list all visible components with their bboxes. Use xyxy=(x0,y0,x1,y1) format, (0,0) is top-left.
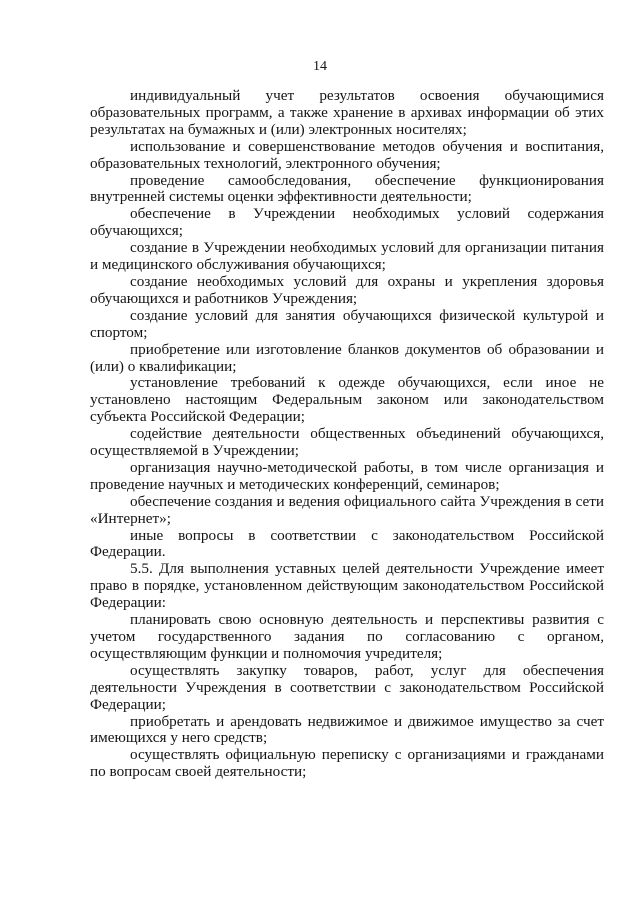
section-paragraph-5-5: 5.5. Для выполнения уставных целей деятельности Учреждение имеет право в порядке, установленном действующим законодательством Российской Федерации: xyxy=(90,560,604,612)
paragraph: обеспечение создания и ведения официального сайта Учреждения в сети «Интернет»; xyxy=(90,492,604,527)
document-body xyxy=(90,88,604,781)
paragraph: индивидуальный учет результатов освоения обучающимися образовательных программ, а также хранение в архивах информации об этих результатах на бумажных и (или) электронных носителях; xyxy=(90,87,604,138)
paragraph: создание в Учреждении необходимых условий для организации питания и медицинского обслуживания обучающихся; xyxy=(90,239,604,274)
page-number: 14 xyxy=(313,59,327,74)
paragraph: планировать свою основную деятельность и перспективы развития с учетом государственного задания по согласованию с органом, осуществляющим функции и полномочия учредителя; xyxy=(90,611,604,662)
paragraph: приобретать и арендовать недвижимое и движимое имущество за счет имеющихся у него средств; xyxy=(90,712,604,747)
paragraph: создание условий для занятия обучающихся физической культурой и спортом; xyxy=(90,306,604,341)
paragraph: организация научно-методической работы, в том числе организация и проведение научных и методических конференций, семинаров; xyxy=(90,458,604,493)
paragraph: иные вопросы в соответствии с законодательством Российской Федерации. xyxy=(90,526,604,561)
paragraph: установление требований к одежде обучающихся, если иное не установлено настоящим Федеральным законом или законодательством субъекта Российской Федерации; xyxy=(90,374,604,426)
paragraph: осуществлять официальную переписку с организациями и гражданами по вопросам своей деятельности; xyxy=(90,746,604,781)
paragraph: содействие деятельности общественных объединений обучающихся, осуществляемой в Учреждении; xyxy=(90,425,604,460)
paragraph: приобретение или изготовление бланков документов об образовании и (или) о квалификации; xyxy=(90,340,604,375)
paragraph: обеспечение в Учреждении необходимых условий содержания обучающихся; xyxy=(90,205,604,240)
paragraph: осуществлять закупку товаров, работ, услуг для обеспечения деятельности Учреждения в соответствии с законодательством Российской Федерации; xyxy=(90,661,604,713)
paragraph: проведение самообследования, обеспечение функционирования внутренней системы оценки эффективности деятельности; xyxy=(90,171,604,206)
paragraph: использование и совершенствование методов обучения и воспитания, образовательных технологий, электронного обучения; xyxy=(90,137,604,172)
paragraph: создание необходимых условий для охраны и укрепления здоровья обучающихся и работников Учреждения; xyxy=(90,272,604,307)
